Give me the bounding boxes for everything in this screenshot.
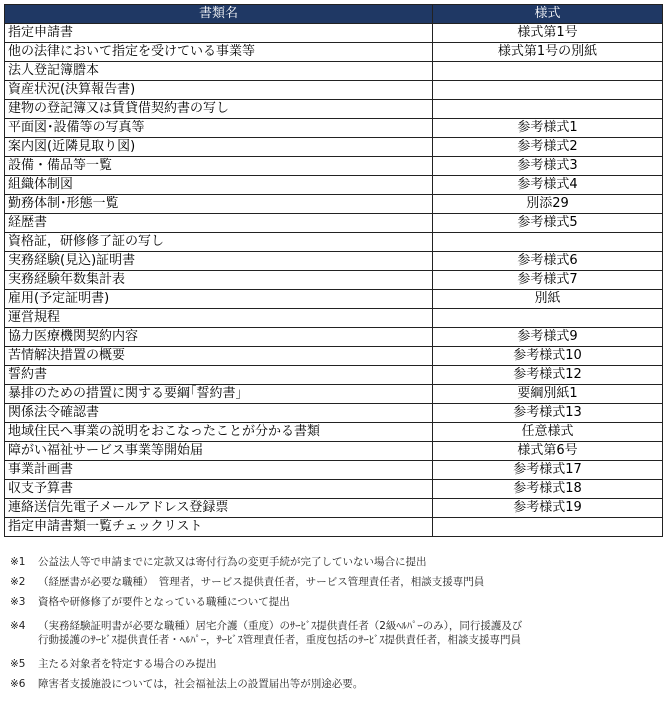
footnote-mark: ※1 [10,556,26,568]
document-name-cell: 指定申請書類一覧チェックリスト [5,518,433,537]
table-row [5,176,663,195]
footnote-mark: ※3 [10,596,26,608]
document-name-cell: 障がい福祉サービス事業等開始届 [5,442,433,461]
form-cell: 参考様式17 [433,461,663,480]
form-cell [433,81,663,100]
document-name-cell: 平面図･設備等の写真等 [5,119,433,138]
document-name-cell: 指定申請書 [5,24,433,43]
document-name-cell: 運営規程 [5,309,433,328]
form-cell: 参考様式13 [433,404,663,423]
table-row [5,43,663,62]
table-row [5,499,663,518]
document-name-cell: 地域住民へ事業の説明をおこなったことが分かる書類 [5,423,433,442]
footnote [10,619,660,647]
table-row [5,24,663,43]
form-cell: 参考様式4 [433,176,663,195]
form-cell: 参考様式18 [433,480,663,499]
footnote-text: 資格や研修修了が要件となっている職種について提出 [38,596,290,608]
table-row [5,366,663,385]
form-cell [433,100,663,119]
document-name-cell: 他の法律において指定を受けている事業等 [5,43,433,62]
form-cell: 参考様式2 [433,138,663,157]
document-name-cell: 法人登記簿謄本 [5,62,433,81]
table-row [5,252,663,271]
form-cell: 参考様式19 [433,499,663,518]
table-row [5,81,663,100]
footnote-text: （経歴書が必要な職種） 管理者，サービス提供責任者，サービス管理責任者，相談支援専門員 [38,576,485,588]
form-cell [433,233,663,252]
header-document-name: 書類名 [5,5,433,24]
document-name-cell: 資格証，研修修了証の写し [5,233,433,252]
table-row [5,423,663,442]
form-cell: 任意様式 [433,423,663,442]
form-cell: 様式第6号 [433,442,663,461]
table-row [5,347,663,366]
form-cell [433,309,663,328]
form-cell: 参考様式7 [433,271,663,290]
document-name-cell: 組織体制図 [5,176,433,195]
form-cell: 参考様式5 [433,214,663,233]
footnote [10,677,660,691]
table-row [5,138,663,157]
document-name-cell: 設備・備品等一覧 [5,157,433,176]
table-row [5,62,663,81]
footnote-mark: ※5 [10,658,26,670]
table-row [5,195,663,214]
table-row [5,442,663,461]
footnote-text: 公益法人等で申請までに定款又は寄付行為の変更手続が完了していない場合に提出 [38,556,427,568]
form-cell: 参考様式9 [433,328,663,347]
table-row [5,404,663,423]
form-cell: 参考様式10 [433,347,663,366]
table-row [5,328,663,347]
form-cell: 別添29 [433,195,663,214]
form-cell: 様式第1号 [433,24,663,43]
footnote-text: 行動援護のｻｰﾋﾞｽ提供責任者・ﾍﾙﾊﾟｰ，ｻｰﾋﾞｽ管理責任者，重度包括のｻｰﾋﾞｽ提供責任者，相談支援専門員 [38,634,521,646]
footnote-text: 主たる対象者を特定する場合のみ提出 [38,658,217,670]
document-name-cell: 実務経験(見込)証明書 [5,252,433,271]
document-name-cell: 収支予算書 [5,480,433,499]
footnote-text: （実務経験証明書が必要な職種）居宅介護（重度）のｻｰﾋﾞｽ提供責任者（2級ﾍﾙﾊﾟｰのみ），同行援護及び [38,620,523,632]
table-row [5,290,663,309]
footnote [10,595,660,609]
table-row [5,119,663,138]
document-name-cell: 連絡送信先電子メールアドレス登録票 [5,499,433,518]
document-name-cell: 誓約書 [5,366,433,385]
form-cell: 様式第1号の別紙 [433,43,663,62]
table-row [5,214,663,233]
footnote-text: 障害者支援施設については，社会福祉法上の設置届出等が別途必要。 [38,678,364,690]
document-name-cell: 関係法令確認書 [5,404,433,423]
footnote-mark: ※2 [10,576,26,588]
table-row [5,309,663,328]
document-name-cell: 事業計画書 [5,461,433,480]
table-row [5,157,663,176]
document-name-cell: 経歴書 [5,214,433,233]
footnote [10,657,660,671]
form-cell: 要綱別紙1 [433,385,663,404]
header-form: 様式 [433,5,663,24]
document-name-cell: 資産状況(決算報告書) [5,81,433,100]
document-name-cell: 協力医療機関契約内容 [5,328,433,347]
form-cell: 別紙 [433,290,663,309]
form-cell: 参考様式12 [433,366,663,385]
footnote [10,575,660,589]
table-row [5,461,663,480]
document-name-cell: 苦情解決措置の概要 [5,347,433,366]
table-row [5,233,663,252]
table-row [5,271,663,290]
form-cell: 参考様式1 [433,119,663,138]
document-name-cell: 勤務体制･形態一覧 [5,195,433,214]
document-name-cell: 暴排のための措置に関する要綱｢誓約書｣ [5,385,433,404]
table-row [5,385,663,404]
document-name-cell: 実務経験年数集計表 [5,271,433,290]
form-cell [433,518,663,537]
document-list-table [4,4,663,537]
footnotes [10,555,660,691]
document-name-cell: 案内図(近隣見取り図) [5,138,433,157]
document-name-cell: 建物の登記簿又は賃貸借契約書の写し [5,100,433,119]
table-row [5,100,663,119]
table-row [5,518,663,537]
document-name-cell: 雇用(予定証明書) [5,290,433,309]
table-header-row [5,5,663,24]
form-cell: 参考様式3 [433,157,663,176]
table-row [5,480,663,499]
footnote [10,555,660,569]
footnote-mark: ※4 [10,620,26,632]
form-cell: 参考様式6 [433,252,663,271]
footnote-mark: ※6 [10,678,26,690]
form-cell [433,62,663,81]
